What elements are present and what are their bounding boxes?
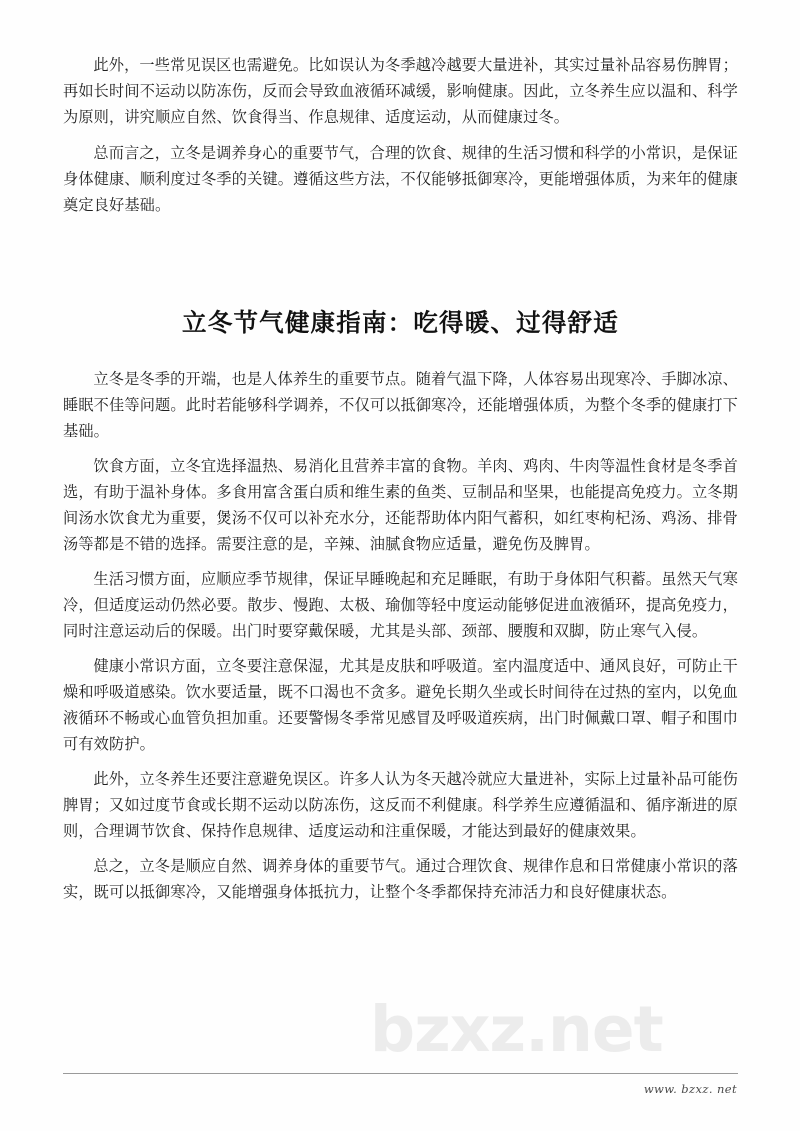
paragraph-health-tips: 健康小常识方面，立冬要注意保湿，尤其是皮肤和呼吸道。室内温度适中、通风良好，可防止干燥和呼吸道感染。饮水要适量，既不口渴也不贪多。避免长期久坐或长时间待在过热的室内，以免血液循环不畅或心血管负担加重。还要警惕冬季常见感冒及呼吸道疾病，出门时佩戴口罩、帽子和围巾可有效防护。 [63, 657, 738, 753]
paragraph-misconceptions: 此外，一些常见误区也需避免。比如误认为冬季越冷越要大量进补，其实过量补品容易伤脾胃；再如长时间不运动以防冻伤，反而会导致血液循环减缓，影响健康。因此，立冬养生应以温和、科学为原则，讲究顺应自然、饮食得当、作息规律、适度运动，从而健康过冬。 [63, 56, 738, 126]
article-body [63, 366, 738, 905]
paragraph-conclusion: 总之，立冬是顺应自然、调养身体的重要节气。通过合理饮食、规律作息和日常健康小常识的落实，既可以抵御寒冷，又能增强身体抵抗力，让整个冬季都保持充沛活力和良好健康状态。 [63, 857, 738, 901]
footer-url: www. bzxz. net [643, 1082, 737, 1096]
top-spacer [63, 0, 738, 52]
paragraph-diet: 饮食方面，立冬宜选择温热、易消化且营养丰富的食物。羊肉、鸡肉、牛肉等温性食材是冬季首选，有助于温补身体。多食用富含蛋白质和维生素的鱼类、豆制品和坚果，也能提高免疫力。立冬期间汤水饮食尤为重要，煲汤不仅可以补充水分，还能帮助体内阳气蓄积，如红枣枸杞汤、鸡汤、排骨汤等都是不错的选择。需要注意的是，辛辣、油腻食物应适量，避免伤及脾胃。 [63, 457, 738, 553]
site-watermark: bzxz.net [370, 993, 663, 1066]
paragraph-lifestyle: 生活习惯方面，应顺应季节规律，保证早睡晚起和充足睡眠，有助于身体阳气积蓄。虽然天气寒冷，但适度运动仍然必要。散步、慢跑、太极、瑜伽等轻中度运动能够促进血液循环，提高免疫力，同时注意运动后的保暖。出门时要穿戴保暖，尤其是头部、颈部、腰腹和双脚，防止寒气入侵。 [63, 570, 738, 640]
title-top-spacer [63, 228, 738, 306]
continued-section [63, 52, 738, 218]
footer-divider [63, 1073, 738, 1074]
paragraph-avoid-misconceptions: 此外，立冬养生还要注意避免误区。许多人认为冬天越冷就应大量进补，实际上过量补品可能伤脾胃；又如过度节食或长期不运动以防冻伤，这反而不利健康。科学养生应遵循温和、循序渐进的原则，合理调节饮食、保持作息规律、适度运动和注重保暖，才能达到最好的健康效果。 [63, 770, 738, 840]
document-content [63, 0, 738, 914]
title-bottom-spacer [63, 340, 738, 366]
page-title: 立冬节气健康指南：吃得暖、过得舒适 [182, 308, 619, 337]
paragraph-summary-previous: 总而言之，立冬是调养身心的重要节气，合理的饮食、规律的生活习惯和科学的小常识，是保证身体健康、顺利度过冬季的关键。遵循这些方法，不仅能够抵御寒冷，更能增强体质，为来年的健康奠定良好基础。 [63, 144, 738, 214]
paragraph-intro: 立冬是冬季的开端，也是人体养生的重要节点。随着气温下降，人体容易出现寒冷、手脚冰凉、睡眠不佳等问题。此时若能够科学调养，不仅可以抵御寒冷，还能增强体质，为整个冬季的健康打下基础。 [63, 370, 738, 440]
